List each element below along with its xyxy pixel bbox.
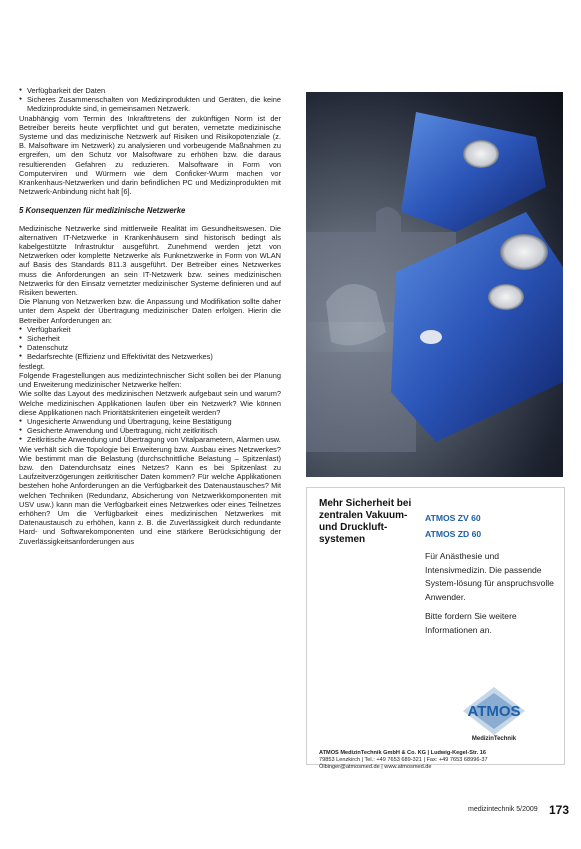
ad-contact-info (319, 750, 559, 771)
list-item: ● Zeitkritische Anwendung und Übertragung von Vitalparametern, Alarmen usw. (19, 435, 281, 444)
section-heading: 5 Konsequenzen für medizinische Netzwerke (19, 206, 186, 216)
company-web: Ölbinger@atmosmed.de | www.atmosmed.de (319, 764, 432, 770)
product-name: ATMOS ZD 60 (425, 529, 482, 539)
atmos-logo-icon (449, 683, 539, 743)
company-address: ATMOS MedizinTechnik GmbH & Co. KG | Ludwig-Kegel-Str. 16 (319, 750, 487, 756)
list-item: ● Ungesicherte Anwendung und Übertragung, keine Bestätigung (19, 417, 281, 426)
page-number: 173 (549, 803, 570, 817)
list-item: ● Gesicherte Anwendung und Übertragung, nicht zeitkritisch (19, 426, 281, 435)
requirements-list (19, 325, 281, 362)
article-column (19, 86, 281, 546)
ad-product-photo (306, 92, 563, 477)
ad-description: Für Anästhesie und Intensivmedizin. Die passende System-lösung für anspruchsvolle Anwender. (425, 551, 554, 602)
product-illustration (306, 92, 563, 477)
ad-product-list (425, 510, 560, 542)
ad-call-to-action: Bitte fordern Sie weitere Informationen an. (425, 611, 517, 635)
advertisement-box (306, 487, 565, 770)
list-item: ● Datenschutz (19, 343, 281, 352)
journal-name: medizintechnik 5/2009 (468, 806, 538, 813)
ad-body (425, 550, 557, 643)
list-item: ● Verfügbarkeit der Daten (19, 86, 281, 95)
paragraph: Medizinische Netzwerke sind mittlerweile Realität im Gesundheitswesen. Die alternativen IT-Netzwerke in Krankenhäusern sind historisch bedingt als kabelgestützte Infrastruktur ausgeführt. Zunehmend werden jetzt von Netzwerken oder komplette Netzwerke als Funknetzwerke in Form von WLAN auf Basis des Standards 811.3 ausgeführt. Der Betreiber eines Netzwerkes muss die Anforderungen an sein IT-Netzwerk bzw. seines medizinischen Netzwerks für den Einsatz vernetzter medizinischer Systeme definieren und auf Risiken bewerten. (19, 223, 281, 298)
paragraph: Wie verhält sich die Topologie bei Erweiterung bzw. Ausbau eines Netzwerkes? Wie bestimmt man die Belastung (durchschnittliche Belastung – Spitzenlast) bzw. den Datendurchsatz eines Netzes? Kann es bei Spitzenlast zu Laufzeitverzögerungen zeitkritischer Daten kommen? Für welche Applikationen bestehen hohe Anforderungen an die Verfügbarkeit des Datenaustausches? Mit welchen Techniken (Redundanz, Absicherung von Netzwerkkomponenten mit USV usw.) kann man die Verfügbarkeit eines Netzwerkes oder eines Teilnetzes erhöhen? Um die Verfügbarkeit eines medizinischen Netzwerkes mit Datenaustausch zu erhöhen, kann z. B. die Zuverlässigkeit durch redundante Hard- und Softwarekomponenten und eine stärkere Berücksichtigung der Zuverlässigkeitsanforderungen aus (19, 444, 281, 546)
paragraph: festlegt. (19, 361, 45, 371)
list-item: ● Bedarfsrechte (Effizienz und Effektivität des Netzwerkes) (19, 352, 281, 361)
paragraph: Wie sollte das Layout des medizinischen Netzwerk aufgebaut sein und warum? Welche medizinischen Applikationen laufen über ein Netzwerk? Wie können diese Applikationen nach Prioritätskriterien eingeteilt werden? (19, 389, 281, 417)
logo-subtitle: MedizinTechnik (471, 736, 517, 742)
top-bullet-list (19, 86, 281, 114)
paragraph: Die Planung von Netzwerken bzw. die Anpassung und Modifikation sollte daher unter dem Aspekt der Übertragung medizinischer Daten erfolgen. Hierin die Betreiber Anforderungen an: (19, 297, 281, 325)
paragraph: Unabhängig vom Termin des Inkrafttretens der zukünftigen Norm ist der Betreiber bereits heute verpflichtet und gut beraten, vernetzte medizinische Systeme und das medizinische Netzwerk auf Risiken und Risikopotenziale (z. B. Malsoftware im Netzwerk) zu analysieren und vorbeugende Maßnahmen zu ergreifen, um den Schutz vor Malsoftware zu erhöhen bzw. die daraus resultierenden Gefahren zu reduzieren. Malsoftware in Form von Computerviren und Würmern wie dem Conficker-Wurm machen vor Krankenhaus-Netzwerken und darin befindlichen PC und Medizinprodukten mit Netzwerk-Anbindung nicht halt [6]. (19, 113, 281, 197)
ad-headline: Mehr Sicherheit bei zentralen Vakuum- und Druckluft-systemen (319, 498, 412, 545)
list-item: ● Sicherheit (19, 334, 281, 343)
product-name: ATMOS ZV 60 (425, 513, 481, 523)
logo-text: ATMOS (467, 703, 521, 720)
atmos-logo (449, 683, 539, 743)
company-phone: 79853 Lenzkirch | Tel.: +49 7653 689-321 | Fax: +49 7653 68996-37 (319, 757, 488, 763)
list-item: ● Sicheres Zusammenschalten von Medizinprodukten und Geräten, die keine Medizinprodukte sind, in gemeinsamen Netzwerk. (19, 95, 281, 113)
paragraph: Folgende Fragestellungen aus medizintechnischer Sicht sollen bei der Planung und Erweiterung medizinischer Netzwerke helfen: (19, 370, 281, 390)
list-item: ● Verfügbarkeit (19, 325, 281, 334)
application-list (19, 417, 281, 445)
